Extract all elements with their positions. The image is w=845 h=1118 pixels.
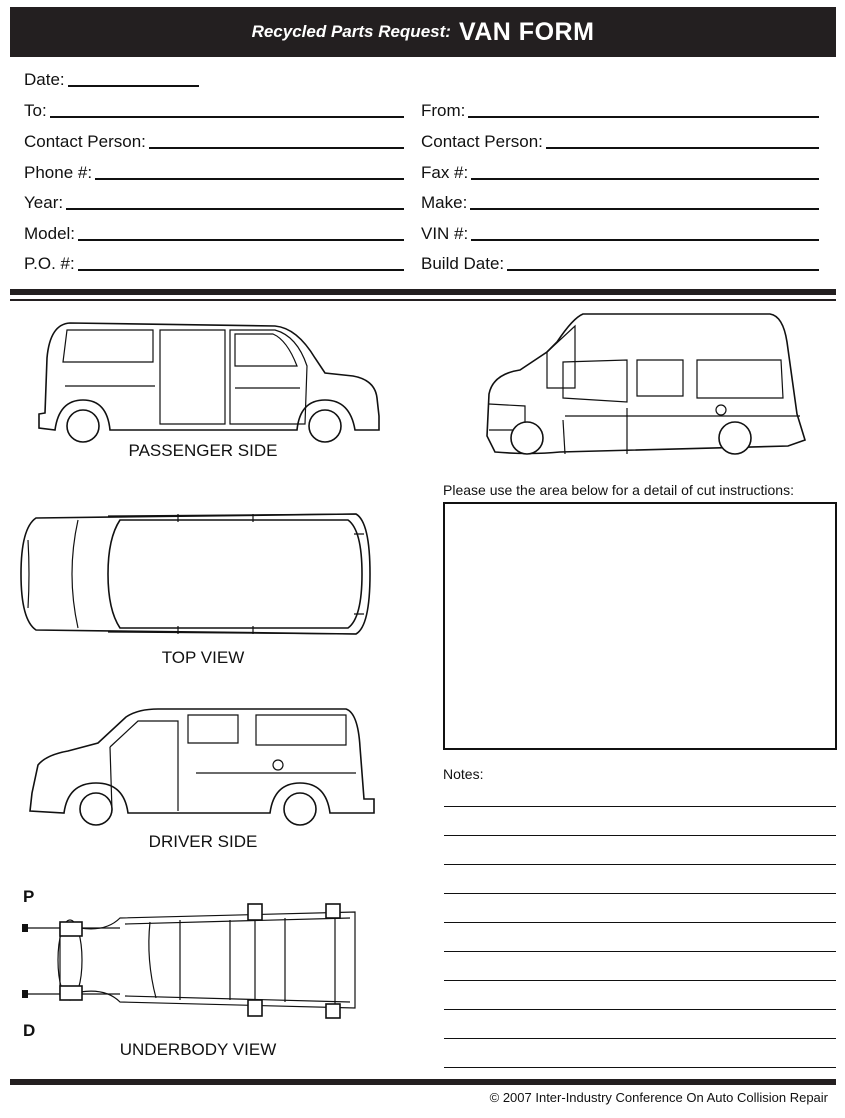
notes-line[interactable]	[444, 864, 836, 865]
form-title-prefix: Recycled Parts Request:	[251, 22, 451, 41]
notes-line[interactable]	[444, 835, 836, 836]
make-label: Make:	[421, 193, 468, 212]
contact-person-right-line[interactable]	[546, 147, 819, 149]
notes-line[interactable]	[444, 893, 836, 894]
po-field[interactable]	[24, 252, 404, 274]
driver-side-van-drawing	[28, 707, 378, 827]
from-field[interactable]	[421, 99, 819, 121]
notes-line[interactable]	[444, 980, 836, 981]
date-line[interactable]	[68, 85, 199, 87]
contact-person-right-label: Contact Person:	[421, 132, 543, 151]
passenger-side-caption: PASSENGER SIDE	[128, 441, 278, 460]
cut-instructions-label: Please use the area below for a detail of cut instructions:	[443, 482, 794, 498]
underbody-view-caption: UNDERBODY VIEW	[119, 1040, 277, 1059]
section-divider-thick	[10, 289, 836, 295]
contact-person-left-label: Contact Person:	[24, 132, 146, 151]
phone-line[interactable]	[95, 178, 404, 180]
form-title-bar	[10, 7, 836, 57]
driver-marker: D	[23, 1021, 36, 1040]
copyright-footer: © 2007 Inter-Industry Conference On Auto Collision Repair	[489, 1090, 828, 1105]
to-line[interactable]	[50, 116, 404, 118]
notes-line[interactable]	[444, 951, 836, 952]
model-field[interactable]	[24, 222, 404, 244]
to-label: To:	[24, 101, 47, 120]
driver-side-caption: DRIVER SIDE	[148, 832, 258, 851]
vin-label: VIN #:	[421, 224, 469, 243]
underbody-view-drawing	[20, 898, 365, 1028]
top-view-caption: TOP VIEW	[161, 648, 245, 667]
date-label: Date:	[24, 70, 65, 89]
notes-line[interactable]	[444, 1009, 836, 1010]
cut-instructions-area[interactable]	[443, 502, 837, 750]
model-label: Model:	[24, 224, 76, 243]
notes-line[interactable]	[444, 806, 836, 807]
po-line[interactable]	[78, 269, 404, 271]
po-label: P.O. #:	[24, 254, 75, 273]
section-divider-thin	[10, 299, 836, 301]
phone-label: Phone #:	[24, 163, 93, 182]
form-title: VAN FORM	[458, 17, 595, 46]
build-date-label: Build Date:	[421, 254, 505, 273]
fax-label: Fax #:	[421, 163, 469, 182]
year-line[interactable]	[66, 208, 404, 210]
vin-line[interactable]	[471, 239, 819, 241]
contact-person-right-field[interactable]	[421, 130, 819, 152]
model-line[interactable]	[78, 239, 404, 241]
from-line[interactable]	[468, 116, 819, 118]
contact-person-left-field[interactable]	[24, 130, 404, 152]
footer-divider	[10, 1079, 836, 1085]
make-line[interactable]	[470, 208, 819, 210]
front-three-quarter-van-drawing	[485, 312, 810, 462]
contact-person-left-line[interactable]	[149, 147, 404, 149]
build-date-field[interactable]	[421, 252, 819, 274]
year-field[interactable]	[24, 191, 404, 213]
notes-line[interactable]	[444, 1067, 836, 1068]
year-label: Year:	[24, 193, 64, 212]
make-field[interactable]	[421, 191, 819, 213]
passenger-marker: P	[23, 887, 35, 906]
vin-field[interactable]	[421, 222, 819, 244]
fax-field[interactable]	[421, 161, 819, 183]
passenger-side-van-drawing	[35, 318, 390, 443]
date-field[interactable]	[24, 68, 199, 90]
to-field[interactable]	[24, 99, 404, 121]
build-date-line[interactable]	[507, 269, 819, 271]
fax-line[interactable]	[471, 178, 819, 180]
from-label: From:	[421, 101, 466, 120]
top-view-van-drawing	[18, 510, 373, 640]
notes-line[interactable]	[444, 1038, 836, 1039]
phone-field[interactable]	[24, 161, 404, 183]
notes-line[interactable]	[444, 922, 836, 923]
notes-label: Notes:	[443, 766, 484, 782]
